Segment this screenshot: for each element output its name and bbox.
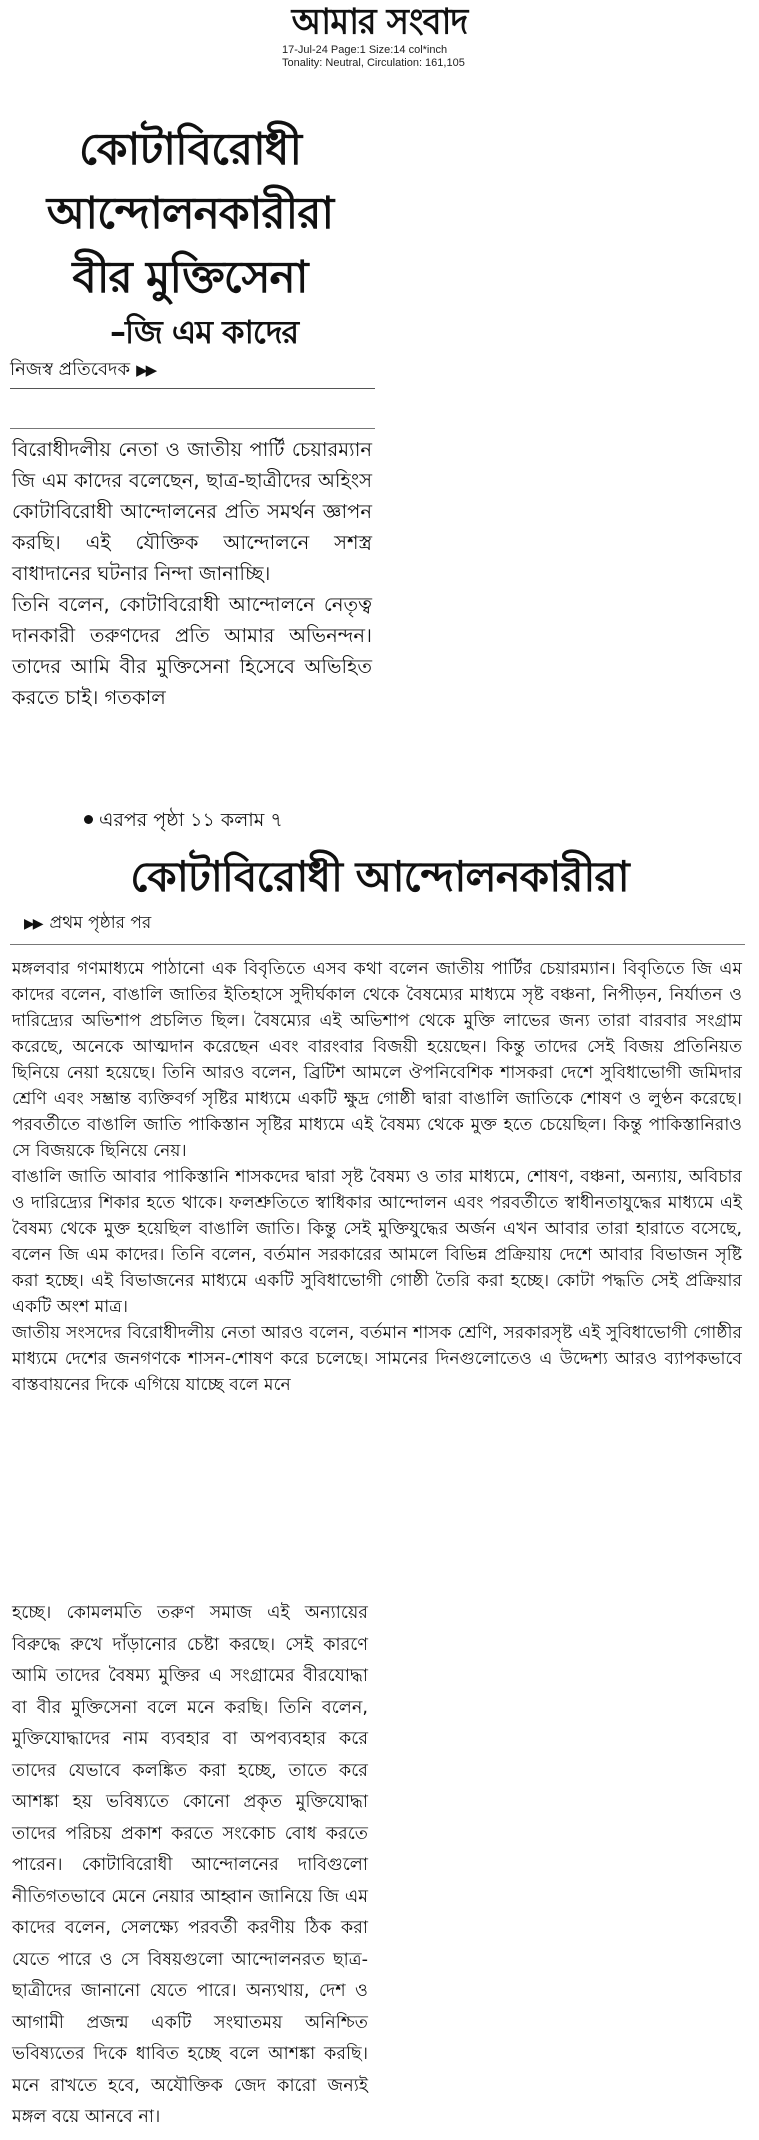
bullet-dot-icon — [84, 815, 93, 824]
headline-line-3: বীর মুক্তিসেনা — [72, 252, 308, 303]
article-paragraph: মঙ্গলবার গণমাধ্যমে পাঠানো এক বিবৃতিতে এসব কথা বলেন জাতীয় পার্টির চেয়ারম্যান। বিবৃতিতে জি এম কাদের বলেন, বাঙালি জাতির ইতিহাসে সুদীর্ঘকাল থেকে বৈষম্যের মাধ্যমে সৃষ্ট বঞ্চনা, নিপীড়ন, নির্যাতন ও দারিদ্র্যের অভিশাপ প্রচলিত ছিল। বৈষম্যের এই অভিশাপ থেকে মুক্তি লাভের জন্য তারা বারবার সংগ্রাম করেছে, অনেকে আত্মদান করেছেন এবং বারংবার বিজয়ী হয়েছেন। কিন্তু তাদের সেই বিজয় প্রতিনিয়ত ছিনিয়ে নেয়া হয়েছে। তিনি আরও বলেন, ব্রিটিশ আমলে ঔপনিবেশিক শাসকরা দেশে সুবিধাভোগী জমিদার শ্রেণি এবং সম্ভ্রান্ত ব্যক্তিবর্গ সৃষ্টির মাধ্যমে একটি ক্ষুদ্র গোষ্ঠী দ্বারা বাঙালি জাতিকে শোষণ ও লুণ্ঠন করেছে। পরবর্তীতে বাঙালি জাতি পাকিস্তান সৃষ্টির মাধ্যমে এই বৈষম্য থেকে মুক্ত হতে চেয়েছিল। কিন্তু পাকিস্তানিরাও সে বিজয়কে ছিনিয়ে নেয়। — [12, 959, 742, 1161]
continuation-article — [12, 956, 742, 1398]
clipping-tonality-circulation: Tonality: Neutral, Circulation: 161,105 — [282, 57, 465, 69]
continuation-label-text: প্রথম পৃষ্ঠার পর — [49, 913, 152, 933]
reporter-label: নিজস্ব প্রতিবেদক — [10, 359, 131, 380]
jump-text: এরপর পৃষ্ঠা ১১ কলাম ৭ — [99, 809, 283, 831]
headline-line-1: কোটাবিরোধী — [78, 124, 302, 175]
reporter-credit — [10, 358, 375, 389]
double-arrow-icon: ▶▶ — [24, 916, 42, 932]
article-paragraph: জাতীয় সংসদের বিরোধীদলীয় নেতা আরও বলেন, বর্তমান শাসক শ্রেণি, সরকারসৃষ্ট এই সুবিধাভোগী গোষ্ঠীর মাধ্যমে দেশের জনগণকে শাসন-শোষণ করে চলেছে। সামনের দিনগুলোতেও এ উদ্দেশ্য আরও ব্যাপকভাবে বাস্তবায়নের দিকে এগিয়ে যাচ্ছে বলে মনে — [12, 1323, 742, 1395]
intro-text — [12, 434, 372, 713]
intro-paragraph: তিনি বলেন, কোটাবিরোধী আন্দোলনে নেতৃত্ব দানকারী তরুণদের প্রতি আমার অভিনন্দন। তাদের আমি বীর মুক্তিসেনা হিসেবে অভিহিত করতে চাই। গতকাল — [12, 593, 372, 709]
main-headline — [10, 118, 370, 354]
newspaper-logo: আমার সংবাদ — [291, 1, 468, 43]
divider — [10, 428, 375, 429]
headline-byline: –জি এম কাদের — [110, 313, 299, 351]
continuation-label — [24, 912, 424, 935]
front-page-clip — [10, 82, 385, 852]
double-arrow-icon: ▶▶ — [136, 361, 156, 379]
jump-line — [84, 808, 374, 832]
newspaper-masthead — [0, 0, 759, 44]
headline-line-2: আন্দোলনকারীরা — [46, 188, 334, 239]
article-narrow-column — [12, 1598, 368, 2134]
divider — [10, 944, 745, 945]
clipping-metadata — [282, 44, 582, 70]
continuation-headline: কোটাবিরোধী আন্দোলনকারীরা — [130, 852, 629, 901]
clipping-date-size: 17-Jul-24 Page:1 Size:14 col*inch — [282, 44, 448, 56]
intro-paragraph: বিরোধীদলীয় নেতা ও জাতীয় পার্টি চেয়ারম্যান জি এম কাদের বলেছেন, ছাত্র-ছাত্রীদের অহিংস কোটাবিরোধী আন্দোলনের প্রতি সমর্থন জ্ঞাপন করছি। এই যৌক্তিক আন্দোলনে সশস্ত্র বাধাদানের ঘটনার নিন্দা জানাচ্ছি। — [12, 438, 372, 585]
article-paragraph: হচ্ছে। কোমলমতি তরুণ সমাজ এই অন্যায়ের বিরুদ্ধে রুখে দাঁড়ানোর চেষ্টা করছে। সেই কারণে আমি তাদের বৈষম্য মুক্তির এ সংগ্রামের বীরযোদ্ধা বা বীর মুক্তিসেনা বলে মনে করছি। তিনি বলেন, মুক্তিযোদ্ধাদের নাম ব্যবহার বা অপব্যবহার করে তাদের যেভাবে কলঙ্কিত করা হচ্ছে, তাতে করে আশঙ্কা হয় ভবিষ্যতে কোনো প্রকৃত মুক্তিযোদ্ধা তাদের পরিচয় প্রকাশ করতে সংকোচ বোধ করতে পারেন। কোটাবিরোধী আন্দোলনের দাবিগুলো নীতিগতভাবে মেনে নেয়ার আহ্বান জানিয়ে জি এম কাদের বলেন, সেলক্ষ্যে পরবর্তী করণীয় ঠিক করা যেতে পারে ও সে বিষয়গুলো আন্দোলনরত ছাত্র-ছাত্রীদের জানানো যেতে পারে। অন্যথায়, দেশ ও আগামী প্রজন্ম একটি সংঘাতময় অনিশ্চিত ভবিষ্যতের দিকে ধাবিত হচ্ছে বলে আশঙ্কা করছি। মনে রাখতে হবে, অযৌক্তিক জেদ কারো জন্যই মঙ্গল বয়ে আনবে না। — [12, 1603, 368, 2127]
article-paragraph: বাঙালি জাতি আবার পাকিস্তানি শাসকদের দ্বারা সৃষ্ট বৈষম্য ও তার মাধ্যমে, শোষণ, বঞ্চনা, অন্যায়, অবিচার ও দারিদ্র্যের শিকার হতে থাকে। ফলশ্রুতিতে স্বাধিকার আন্দোলন এবং পরবর্তীতে স্বাধীনতাযুদ্ধের মাধ্যমে এই বৈষম্য থেকে মুক্ত হয়েছিল বাঙালি জাতি। কিন্তু সেই মুক্তিযুদ্ধের অর্জন এখন আবার তারা হারাতে বসেছে, বলেন জি এম কাদের। তিনি বলেন, বর্তমান সরকারের আমলে বিভিন্ন প্রক্রিয়ায় দেশে আবার বিভাজন সৃষ্টি করা হচ্ছে। এই বিভাজনের মাধ্যমে একটি সুবিধাভোগী গোষ্ঠী তৈরি করা হচ্ছে। কোটা পদ্ধতি সেই প্রক্রিয়ার একটি অংশ মাত্র। — [12, 1167, 742, 1317]
